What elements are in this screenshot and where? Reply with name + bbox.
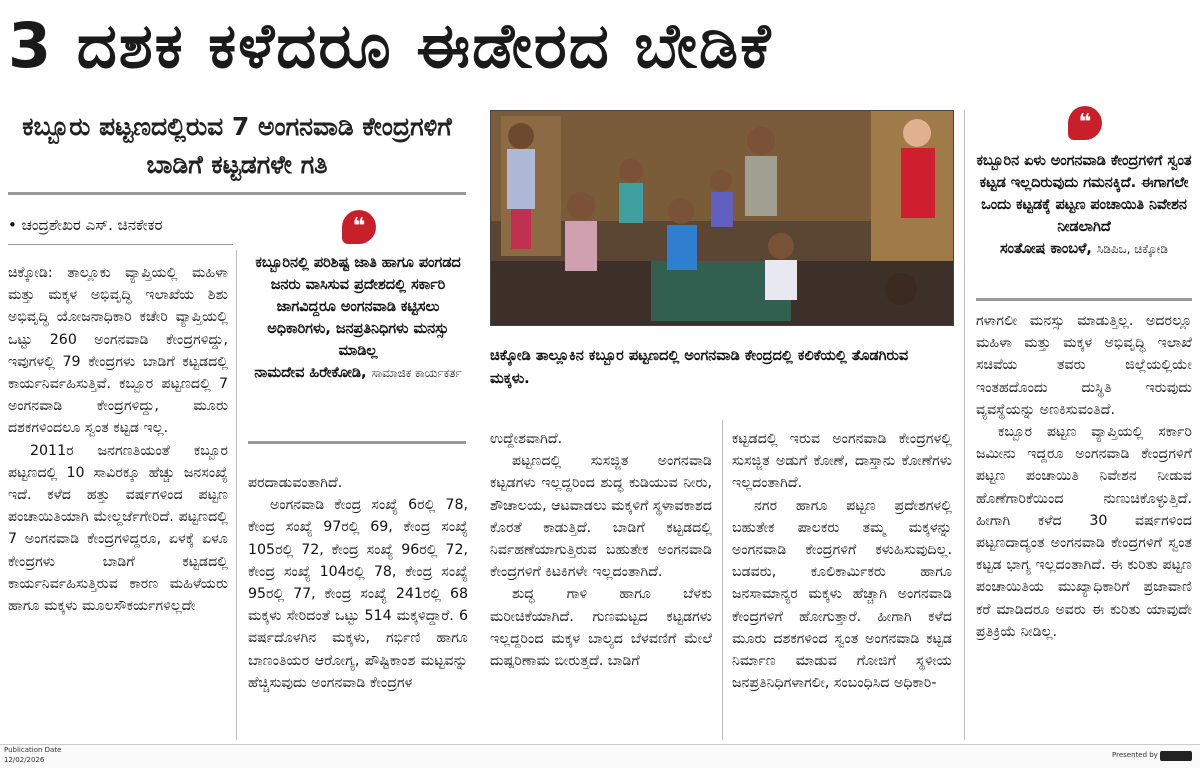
column-divider: [964, 110, 965, 740]
sponsor-logo: [1160, 751, 1192, 761]
divider: [8, 244, 233, 245]
column-divider: [236, 250, 237, 740]
quote-icon: ❝: [1068, 106, 1102, 140]
article-column-2: [248, 472, 468, 742]
quote-author: ನಾಮದೇವ ಹಿರೇಕೋಡಿ,: [254, 365, 367, 381]
column-divider: [722, 420, 723, 740]
quote-icon: ❝: [342, 210, 376, 244]
article-column-4: [732, 428, 952, 742]
paragraph: ಗಳಾಗಲೀ ಮನಸ್ಸು ಮಾಡುತ್ತಿಲ್ಲ. ಅದರಲ್ಲೂ ಮಹಿಳಾ ಮತ್ತು ಮಕ್ಕಳ ಅಭಿವೃದ್ಧಿ ಇಲಾಖೆ ಸಚಿವೆಯ ತವರು ಜಿಲ್ಲೆಯಲ್ಲಿಯೇ ಇಂತಹದೊಂದು ದುಸ್ಥಿತಿ ಇರುವುದು ವ್ಯವಸ್ಥೆಯನ್ನು ಅಣಕಿಸುವಂತಿದೆ.: [976, 313, 1192, 418]
article-photo: [490, 110, 954, 326]
pull-quote-right: [976, 150, 1192, 260]
quote-role: ಸಿಡಿಪಿಒ, ಚಿಕ್ಕೋಡಿ: [1096, 242, 1168, 256]
paragraph: ಶುದ್ಧ ಗಾಳಿ ಹಾಗೂ ಬೆಳಕು ಮರೀಚಿಕೆಯಾಗಿದೆ. ಗುಣಮಟ್ಟದ ಕಟ್ಟಡಗಳು ಇಲ್ಲದ್ದರಿಂದ ಮಕ್ಕಳ ಬಾಲ್ಯದ ಬೆಳವಣಿಗೆ ಮೇಲೆ ದುಷ್ಪರಿಣಾಮ ಬೀರುತ್ತದೆ. ಬಾಡಿಗೆ: [490, 586, 712, 670]
paragraph: ಪರದಾಡುವಂತಾಗಿದೆ.: [248, 475, 343, 491]
quote-text: ಕಬ್ಬೂರಿನ ಏಳು ಅಂಗನವಾಡಿ ಕೇಂದ್ರಗಳಿಗೆ ಸ್ವಂತ ಕಟ್ಟಡ ಇಲ್ಲದಿರುವುದು ಗಮನಕ್ಕಿದೆ. ಈಗಾಗಲೇ ಒಂದು ಕಟ್ಟಡಕ್ಕೆ ಪಟ್ಟಣ ಪಂಚಾಯಿತಿ ನಿವೇಶನ ನೀಡಲಾಗಿದೆ: [976, 153, 1192, 235]
divider: [8, 192, 466, 195]
paragraph: ಚಿಕ್ಕೋಡಿ: ತಾಲ್ಲೂಕು ವ್ಯಾಪ್ತಿಯಲ್ಲಿ ಮಹಿಳಾ ಮತ್ತು ಮಕ್ಕಳ ಅಭಿವೃದ್ಧಿ ಇಲಾಖೆಯ ಶಿಶು ಅಭಿವೃದ್ಧಿ ಯೋಜನಾಧಿಕಾರಿ ಕಚೇರಿ ವ್ಯಾಪ್ತಿಯಲ್ಲಿ ಒಟ್ಟು 260 ಅಂಗನವಾಡಿ ಕೇಂದ್ರಗಳಿದ್ದು, ಇವುಗಳಲ್ಲಿ 79 ಕೇಂದ್ರಗಳು ಬಾಡಿಗೆ ಕಟ್ಟಡದಲ್ಲಿ ಕಾರ್ಯನಿರ್ವಹಿಸುತ್ತಿವೆ. ಕಬ್ಬೂರ ಪಟ್ಟಣದಲ್ಲಿ 7 ಅಂಗನವಾಡಿ ಕೇಂದ್ರಗಳಿದ್ದು, ಮೂರು ದಶಕಗಳಿಂದಲೂ ಸ್ವಂತ ಕಟ್ಟಡ ಇಲ್ಲ.: [8, 265, 228, 437]
quote-text: ಕಬ್ಬೂರಿನಲ್ಲಿ ಪರಿಶಿಷ್ಟ ಜಾತಿ ಹಾಗೂ ಪಂಗಡದ ಜನರು ವಾಸಿಸುವ ಪ್ರದೇಶದಲ್ಲಿ ಸರ್ಕಾರಿ ಜಾಗವಿದ್ದರೂ ಅಂಗನವಾಡಿ ಕಟ್ಟಿಸಲು ಅಧಿಕಾರಿಗಳು, ಜನಪ್ರತಿನಿಧಿಗಳು ಮನಸ್ಸು ಮಾಡಿಲ್ಲ: [255, 255, 461, 359]
divider: [248, 441, 466, 444]
paragraph: ಪಟ್ಟಣದಲ್ಲಿ ಸುಸಜ್ಜಿತ ಅಂಗನವಾಡಿ ಕಟ್ಟಡಗಳು ಇಲ್ಲದ್ದರಿಂದ ಶುದ್ಧ ಕುಡಿಯುವ ನೀರು, ಶೌಚಾಲಯ, ಆಟವಾಡಲು ಮಕ್ಕಳಿಗೆ ಸ್ಥಳಾವಕಾಶದ ಕೊರತೆ ಕಾಡುತ್ತಿದೆ. ಬಾಡಿಗೆ ಕಟ್ಟಡದಲ್ಲಿ ನಿರ್ವಹಣೆಯಾಗುತ್ತಿರುವ ಬಹುತೇಕ ಅಂಗನವಾಡಿ ಕೇಂದ್ರಗಳಿಗೆ ಕಿಟಕಿಗಳೇ ಇಲ್ಲದಂತಾಗಿದೆ.: [490, 453, 712, 581]
headline: 3 ದಶಕ ಕಳೆದರೂ ಈಡೇರದ ಬೇಡಿಕೆ: [8, 9, 773, 82]
photo-caption: ಚಿಕ್ಕೋಡಿ ತಾಲ್ಲೂಕಿನ ಕಬ್ಬೂರ ಪಟ್ಟಣದಲ್ಲಿ ಅಂಗನವಾಡಿ ಕೇಂದ್ರದಲ್ಲಿ ಕಲಿಕೆಯಲ್ಲಿ ತೊಡಗಿರುವ ಮಕ್ಕಳು.: [490, 348, 909, 387]
publication-date: 12/02/2026: [4, 756, 45, 764]
pull-quote-left: [250, 252, 466, 384]
paragraph: ನಗರ ಹಾಗೂ ಪಟ್ಟಣ ಪ್ರದೇಶಗಳಲ್ಲಿ ಬಹುತೇಕ ಪಾಲಕರು ತಮ್ಮ ಮಕ್ಕಳನ್ನು ಅಂಗನವಾಡಿ ಕೇಂದ್ರಗಳಿಗೆ ಕಳುಹಿಸುವುದಿಲ್ಲ. ಬಡವರು, ಕೂಲಿಕಾರ್ಮಿಕರು ಹಾಗೂ ಜನಸಾಮಾನ್ಯರ ಮಕ್ಕಳು ಹೆಚ್ಚಾಗಿ ಅಂಗನವಾಡಿ ಕೇಂದ್ರಗಳಿಗೆ ಹೋಗುತ್ತಾರೆ. ಹೀಗಾಗಿ ಕಳೆದ ಮೂರು ದಶಕಗಳಿಂದ ಸ್ವಂತ ಅಂಗನವಾಡಿ ಕಟ್ಟಡ ನಿರ್ಮಾಣ ಮಾಡುವ ಗೋಜಿಗೆ ಸ್ಥಳೀಯ ಜನಪ್ರತಿನಿಧಿಗಳಾಗಲೀ, ಸಂಬಂಧಿಸಿದ ಅಧಿಕಾರಿ-: [732, 497, 952, 692]
quote-attribution: [250, 362, 466, 384]
paragraph: ಕಬ್ಬೂರ ಪಟ್ಟಣ ವ್ಯಾಪ್ತಿಯಲ್ಲಿ ಸರ್ಕಾರಿ ಜಮೀನು ಇದ್ದರೂ ಅಂಗನವಾಡಿ ಕೇಂದ್ರಗಳಿಗೆ ಪಟ್ಟಣ ಪಂಚಾಯಿತಿ ನಿವೇಶನ ನೀಡುವ ಹೊಣೆಗಾರಿಕೆಯಿಂದ ನುಣುಚಿಕೊಳ್ಳುತ್ತಿದೆ. ಹೀಗಾಗಿ ಕಳೆದ 30 ವರ್ಷಗಳಿಂದ ಪಟ್ಟಣದಾದ್ಯಂತ ಅಂಗನವಾಡಿ ಕೇಂದ್ರಗಳಿಗೆ ಸ್ವಂತ ಕಟ್ಟಡ ಭಾಗ್ಯ ಇಲ್ಲದಂತಾಗಿದೆ. ಈ ಕುರಿತು ಪಟ್ಟಣ ಪಂಚಾಯಿತಿಯ ಮುಖ್ಯಾಧಿಕಾರಿಗೆ ಪ್ರಜಾವಾಣಿ ಕರೆ ಮಾಡಿದರೂ ಅವರು ಈ ಕುರಿತು ಯಾವುದೇ ಪ್ರತಿಕ್ರಿಯೆ ನೀಡಿಲ್ಲ.: [976, 424, 1192, 640]
quote-author: ಸಂತೋಷ ಕಾಂಬಳೆ,: [1000, 241, 1092, 257]
paragraph: ಕಟ್ಟಡದಲ್ಲಿ ಇರುವ ಅಂಗನವಾಡಿ ಕೇಂದ್ರಗಳಲ್ಲಿ ಸುಸಜ್ಜಿತ ಅಡುಗೆ ಕೋಣೆ, ದಾಸ್ತಾನು ಕೋಣೆಗಳು ಇಲ್ಲದಂತಾಗಿದೆ.: [732, 431, 952, 492]
children-photo-illustration: [491, 111, 953, 325]
quote-attribution: [976, 238, 1192, 260]
quote-role: ಸಾಮಾಜಿಕ ಕಾರ್ಯಕರ್ತ: [371, 366, 462, 380]
subheadline: ಕಬ್ಬೂರು ಪಟ್ಟಣದಲ್ಲಿರುವ 7 ಅಂಗನವಾಡಿ ಕೇಂದ್ರಗಳಿಗೆ ಬಾಡಿಗೆ ಕಟ್ಟಡಗಳೇ ಗತಿ: [22, 112, 452, 179]
paragraph: ಅಂಗನವಾಡಿ ಕೇಂದ್ರ ಸಂಖ್ಯೆ 6ರಲ್ಲಿ 78, ಕೇಂದ್ರ ಸಂಖ್ಯೆ 97ರಲ್ಲಿ 69, ಕೇಂದ್ರ ಸಂಖ್ಯೆ 105ರಲ್ಲಿ 72, ಕೇಂದ್ರ ಸಂಖ್ಯೆ 96ರಲ್ಲಿ 72, ಕೇಂದ್ರ ಸಂಖ್ಯೆ 104ರಲ್ಲಿ 78, ಕೇಂದ್ರ ಸಂಖ್ಯೆ 95ರಲ್ಲಿ 77, ಕೇಂದ್ರ ಸಂಖ್ಯೆ 241ರಲ್ಲಿ 68 ಮಕ್ಕಳು ಸೇರಿದಂತೆ ಒಟ್ಟು 514 ಮಕ್ಕಳಿದ್ದಾರೆ. 6 ವರ್ಷದೊಳಗಿನ ಮಕ್ಕಳು, ಗರ್ಭಿಣಿ ಹಾಗೂ ಬಾಣಂತಿಯರ ಆರೋಗ್ಯ, ಪೌಷ್ಟಿಕಾಂಶ ಮಟ್ಟವನ್ನು ಹೆಚ್ಚಿಸುವುದು ಅಂಗನವಾಡಿ ಕೇಂದ್ರಗಳ: [248, 497, 468, 691]
article-column-1: [8, 262, 228, 742]
article-column-5: [976, 310, 1192, 742]
presented-by-label: Presented by: [1112, 751, 1158, 759]
footer-bar: [0, 744, 1200, 768]
article-column-3: [490, 428, 712, 742]
paragraph: 2011ರ ಜನಗಣತಿಯಂತೆ ಕಬ್ಬೂರ ಪಟ್ಟಣದಲ್ಲಿ 10 ಸಾವಿರಕ್ಕೂ ಹೆಚ್ಚು ಜನಸಂಖ್ಯೆ ಇದೆ. ಕಳೆದ ಹತ್ತು ವರ್ಷಗಳಿಂದ ಪಟ್ಟಣ ಪಂಚಾಯಿತಿಯಾಗಿ ಮೇಲ್ದರ್ಜೆಗೇರಿದೆ. ಪಟ್ಟಣದಲ್ಲಿ 7 ಅಂಗನವಾಡಿ ಕೇಂದ್ರಗಳಿದ್ದರೂ, ಏಳಕ್ಕೆ ಏಳೂ ಕೇಂದ್ರಗಳು ಬಾಡಿಗೆ ಕಟ್ಟಡದಲ್ಲಿ ಕಾರ್ಯನಿರ್ವಹಿಸುತ್ತಿರುವ ಕಾರಣ ಮಹಿಳೆಯರು ಹಾಗೂ ಮಕ್ಕಳು ಮೂಲಸೌಕರ್ಯಗಳಿಲ್ಲದೇ: [8, 442, 228, 615]
divider: [976, 298, 1192, 301]
publication-date-label: Publication Date: [4, 746, 62, 754]
byline: • ಚಂದ್ರಶೇಖರ ಎಸ್. ಚಿನಕೇಕರ: [8, 216, 163, 234]
paragraph: ಉದ್ದೇಶವಾಗಿದೆ.: [490, 431, 563, 447]
